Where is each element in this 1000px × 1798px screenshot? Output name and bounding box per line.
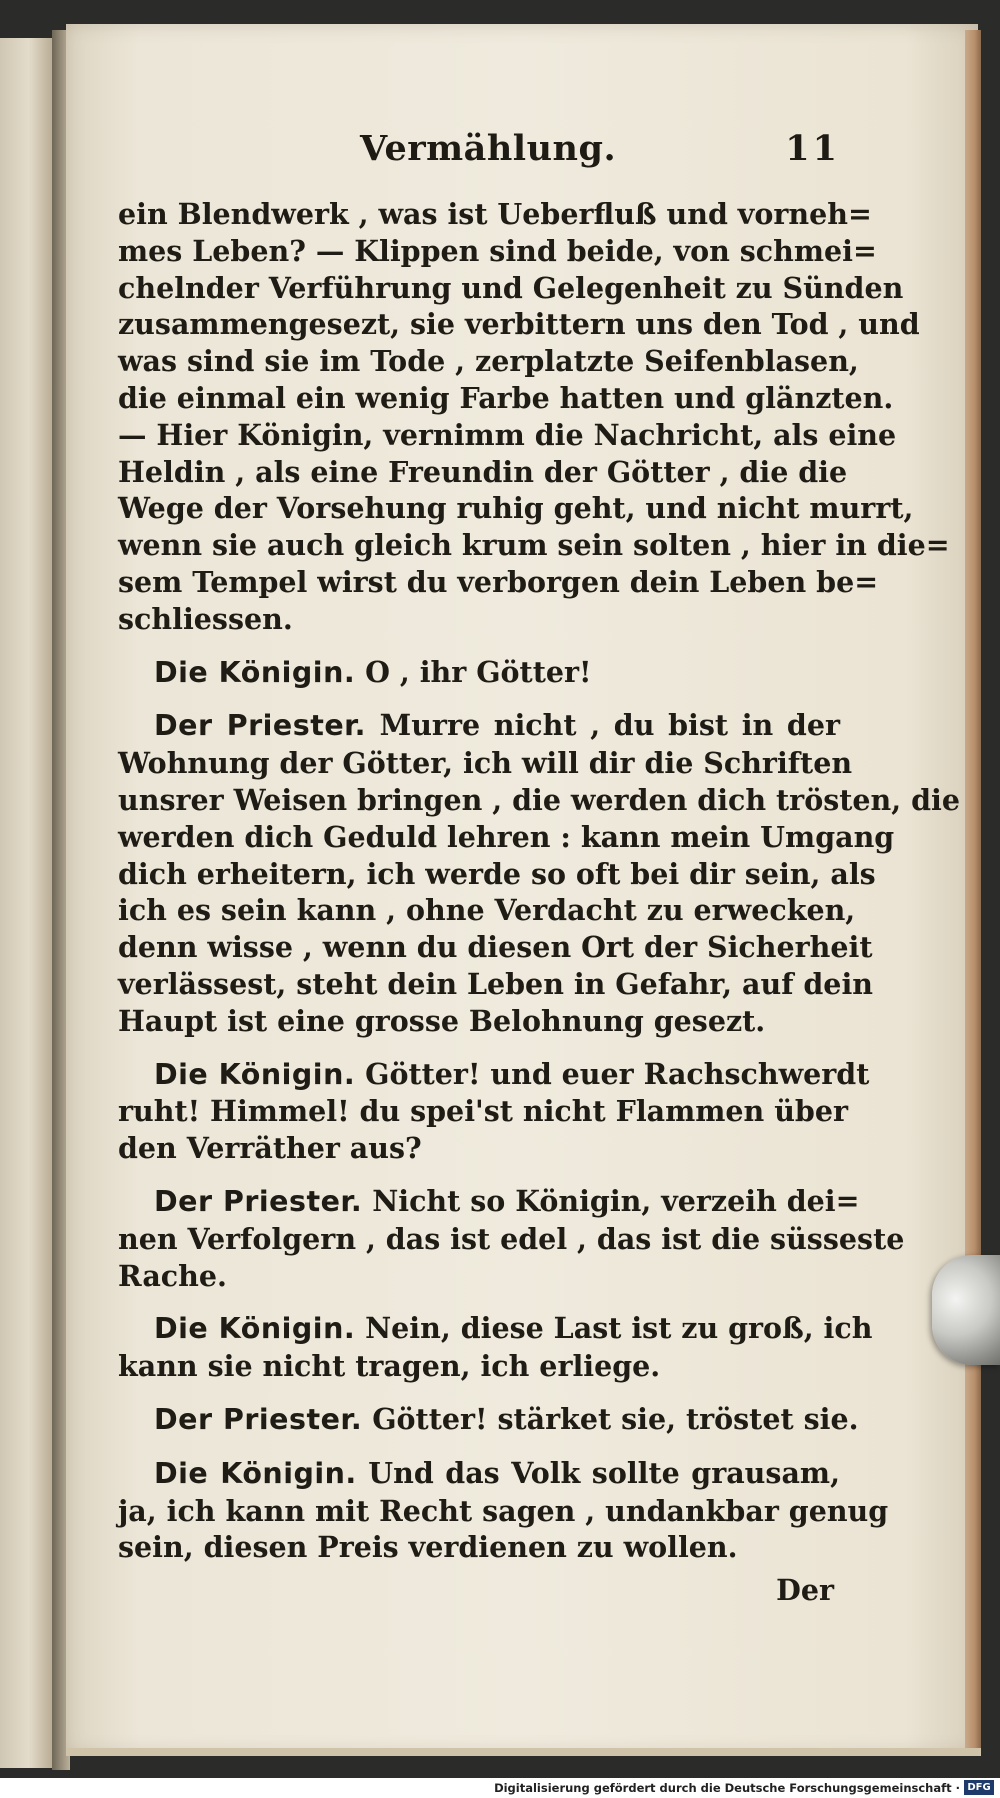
funding-credit: Digitalisierung gefördert durch die Deutsche Forschungsgemeinschaft · — [494, 1781, 960, 1795]
speech-line — [118, 1056, 870, 1094]
speech-line — [118, 707, 840, 745]
text-line: unsrer Weisen bringen , die werden dich trösten, die — [118, 782, 961, 817]
speech — [118, 1183, 905, 1294]
text-line: Haupt ist eine grosse Belohnung gesezt. — [118, 1003, 766, 1038]
speaker-name: Die Königin. — [154, 1312, 356, 1346]
page-clip — [932, 1255, 1000, 1365]
text-line: mes Leben? — Klippen sind beide, von schmei= — [118, 233, 877, 268]
text-line: die einmal ein wenig Farbe hatten und glänzten. — [118, 380, 894, 415]
digitization-footer — [0, 1778, 1000, 1798]
text-line: werden dich Geduld lehren : kann mein Umgang — [118, 819, 895, 854]
text-line: kann sie nicht tragen, ich erliege. — [118, 1349, 661, 1384]
dfg-logo: DFG — [964, 1780, 994, 1795]
speech-text: Nein, diese Last ist zu groß, ich — [365, 1311, 873, 1346]
speech — [118, 654, 840, 692]
speech-line — [118, 1401, 859, 1439]
text-line: den Verräther aus? — [118, 1131, 422, 1166]
speech — [118, 707, 961, 1039]
text-line: — Hier Königin, vernimm die Nachricht, als eine — [118, 417, 897, 452]
speaker-name: Die Königin. — [154, 1456, 357, 1490]
speech-text: Und das Volk sollte grausam, — [368, 1455, 840, 1490]
speech-line — [118, 1183, 860, 1221]
speech — [118, 1310, 873, 1385]
text-line: sein, diesen Preis verdienen zu wollen. — [118, 1530, 738, 1565]
speaker-name: Der Priester. — [154, 709, 366, 743]
speech-text: Götter! und euer Rachschwerdt — [365, 1056, 870, 1091]
speech — [118, 1056, 870, 1167]
text-line: denn wisse , wenn du diesen Ort der Sicherheit — [118, 930, 873, 965]
text-line: zusammengesezt, sie verbittern uns den Tod , und — [118, 307, 920, 342]
text-line: ich es sein kann , ohne Verdacht zu erwecken, — [118, 893, 856, 928]
text-line: Wohnung der Götter, ich will dir die Schriften — [118, 746, 853, 781]
speaker-name: Die Königin. — [154, 655, 356, 689]
text-line: sem Tempel wirst du verborgen dein Leben be= — [118, 564, 879, 599]
running-title: Vermählung. — [360, 128, 617, 169]
text-line: Heldin , als eine Freundin der Götter , die die — [118, 454, 848, 489]
page-edge-right — [965, 30, 981, 1750]
text-line: ja, ich kann mit Recht sagen , undankbar genug — [118, 1493, 889, 1528]
text-line: was sind sie im Tode , zerplatzte Seifenblasen, — [118, 344, 859, 379]
text-line: Rache. — [118, 1258, 227, 1293]
speech — [118, 1455, 889, 1566]
text-line: chelnder Verführung und Gelegenheit zu Sünden — [118, 270, 904, 305]
speaker-name: Der Priester. — [154, 1402, 363, 1436]
text-line: ein Blendwerk , was ist Ueberfluß und vorneh= — [118, 197, 872, 231]
paragraph — [118, 196, 950, 638]
text-line: ruht! Himmel! du spei'st nicht Flammen über — [118, 1094, 848, 1129]
text-line: nen Verfolgern , das ist edel , das ist die süsseste — [118, 1221, 905, 1256]
text-line: dich erheitern, ich werde so oft bei dir sein, als — [118, 856, 876, 891]
speaker-name: Der Priester. — [154, 1184, 363, 1218]
speech — [118, 1401, 859, 1439]
speech-line — [118, 654, 840, 692]
speech-text: Götter! stärket sie, tröstet sie. — [372, 1401, 859, 1436]
page-edge-bottom — [66, 1748, 981, 1756]
speech-text: Murre nicht , du bist in der — [379, 708, 840, 743]
page-body — [118, 196, 961, 1609]
facing-page-edge — [0, 38, 54, 1768]
speaker-name: Die Königin. — [154, 1057, 356, 1091]
text-line: wenn sie auch gleich krum sein solten , hier in die= — [118, 528, 950, 563]
text-line: schliessen. — [118, 601, 293, 636]
text-line: verlässest, steht dein Leben in Gefahr, auf dein — [118, 966, 873, 1001]
speech-text: Nicht so Königin, verzeih dei= — [372, 1183, 860, 1218]
text-line: Wege der Vorsehung ruhig geht, und nicht murrt, — [118, 491, 914, 526]
page-number: 11 — [785, 128, 840, 169]
speech-line — [118, 1310, 873, 1348]
catchword: Der — [776, 1573, 834, 1608]
speech-text: O , ihr Götter! — [365, 654, 592, 689]
speech-line — [118, 1455, 840, 1493]
running-head — [120, 128, 840, 178]
